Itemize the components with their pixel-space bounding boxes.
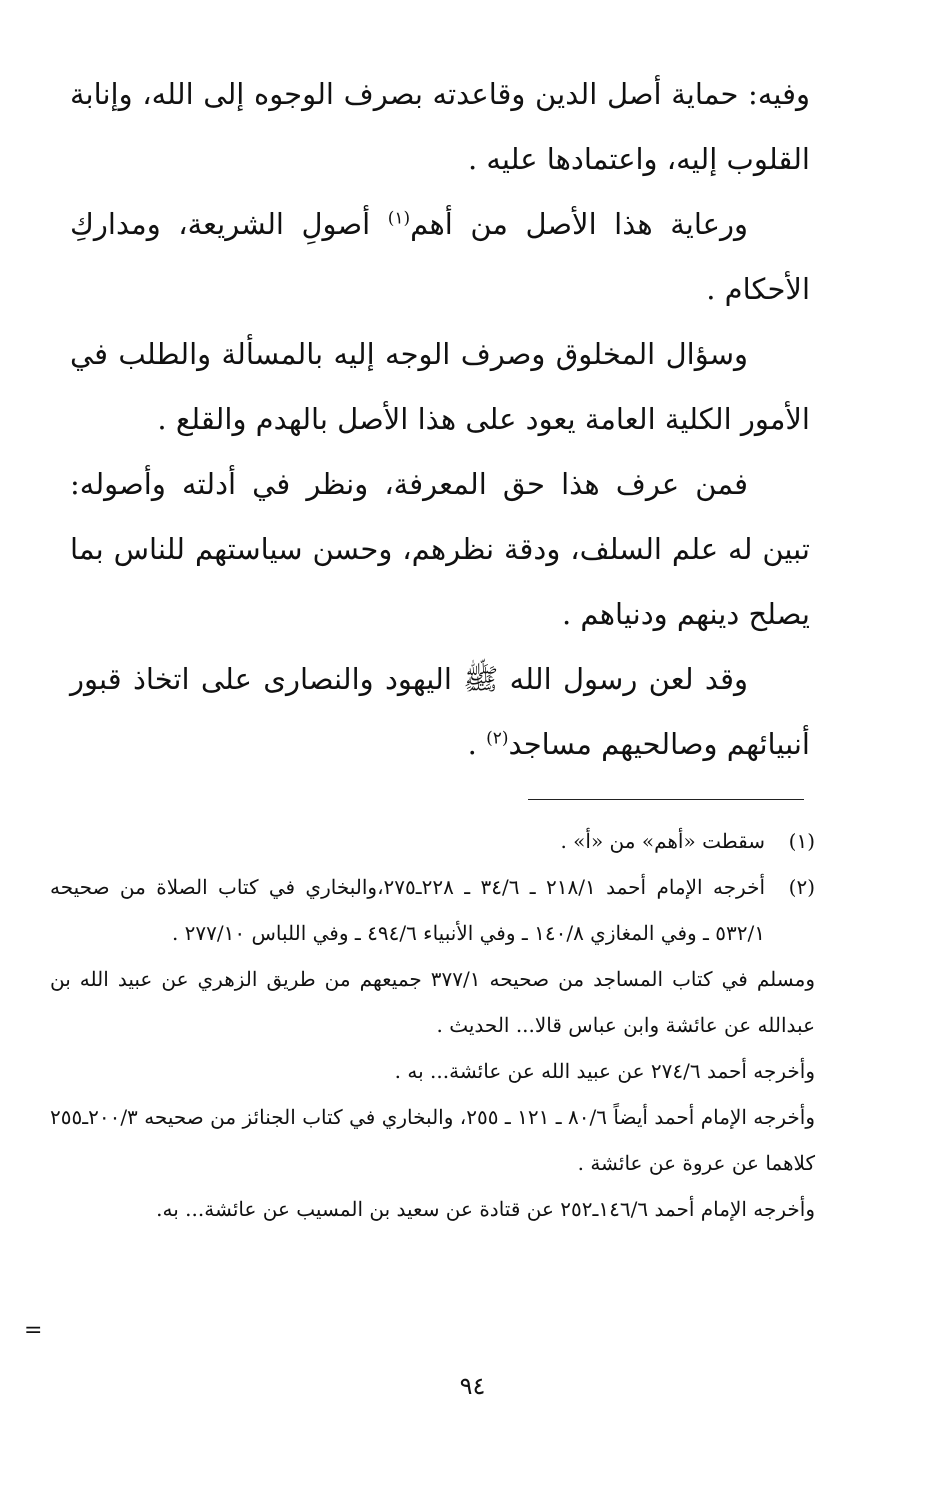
paragraph-1-text: وفيه: حماية أصل الدين وقاعدته بصرف الوجوه إلى الله، وإنابة القلوب إليه، واعتمادها عليه . bbox=[70, 77, 810, 176]
paragraph-2-text-before: ورعاية هذا الأصل من أهم bbox=[410, 207, 748, 241]
footnote-1-number: (١) bbox=[788, 829, 815, 853]
paragraph-4 bbox=[70, 452, 810, 647]
footnote-separator bbox=[528, 799, 804, 800]
paragraph-3-text: وسؤال المخلوق وصرف الوجه إليه بالمسألة والطلب في الأمور الكلية العامة يعود على هذا الأصل بالهدم والقلع . bbox=[70, 337, 810, 436]
footnote-2-continuation-3: وأخرجه الإمام أحمد أيضاً ٨٠/٦ ـ ١٢١ ـ ٢٥٥، والبخاري في كتاب الجنائز من صحيحه ٢٠٠/٣ـ٢٥٥ كلاهما عن عروة عن عائشة . bbox=[50, 1105, 816, 1175]
footnote-2-number: (٢) bbox=[788, 875, 815, 899]
paragraph-5 bbox=[70, 647, 810, 777]
footnote-2 bbox=[50, 864, 815, 956]
footnote-ref-1[interactable]: (١) bbox=[387, 208, 411, 229]
paragraph-5-text-after: . bbox=[467, 727, 487, 761]
footnote-2-continuation-1: ومسلم في كتاب المساجد من صحيحه ٣٧٧/١ جميعهم من طريق الزهري عن عبيد الله بن عبدالله عن عائشة وابن عباس قالا... الحديث . bbox=[50, 967, 815, 1037]
footnote-2-continuation-2: وأخرجه أحمد ٢٧٤/٦ عن عبيد الله عن عائشة... به . bbox=[394, 1059, 815, 1083]
paragraph-3 bbox=[70, 322, 810, 452]
footnote-ref-2[interactable]: (٢) bbox=[486, 728, 509, 749]
paragraph-2-text-after: أصولِ الشريعة، ومداركِ الأحكام . bbox=[70, 207, 810, 306]
main-text bbox=[70, 62, 810, 777]
footnote-1 bbox=[50, 818, 815, 864]
page-number: ٩٤ bbox=[459, 1372, 486, 1400]
paragraph-5-text-before: وقد لعن رسول الله ﷺ اليهود والنصارى على اتخاذ قبور أنبيائهم وصالحيهم مساجد bbox=[70, 662, 810, 761]
footnote-2-text: أخرجه الإمام أحمد ٢١٨/١ ـ ٣٤/٦ ـ ٢٢٨ـ٢٧٥،والبخاري في كتاب الصلاة من صحيحه ٥٣٢/١ ـ وفي المغازي ١٤٠/٨ ـ وفي الأنبياء ٤٩٤/٦ ـ وفي اللباس ٢٧٧/١٠ . bbox=[50, 875, 766, 945]
paragraph-2 bbox=[70, 192, 810, 322]
paragraph-1 bbox=[70, 62, 810, 192]
footnote-1-text: سقطت «أهم» من «أ» . bbox=[560, 829, 765, 853]
footnotes bbox=[50, 818, 815, 1232]
footnote-2-continuation-4: وأخرجه الإمام أحمد ١٤٦/٦ـ٢٥٢ عن قتادة عن سعيد بن المسيب عن عائشة... به. bbox=[156, 1197, 815, 1221]
paragraph-4-text: فمن عرف هذا حق المعرفة، ونظر في أدلته وأصوله: تبين له علم السلف، ودقة نظرهم، وحسن سياستهم للناس بما يصلح دينهم ودنياهم . bbox=[70, 467, 810, 631]
continuation-mark: = bbox=[24, 1318, 43, 1343]
